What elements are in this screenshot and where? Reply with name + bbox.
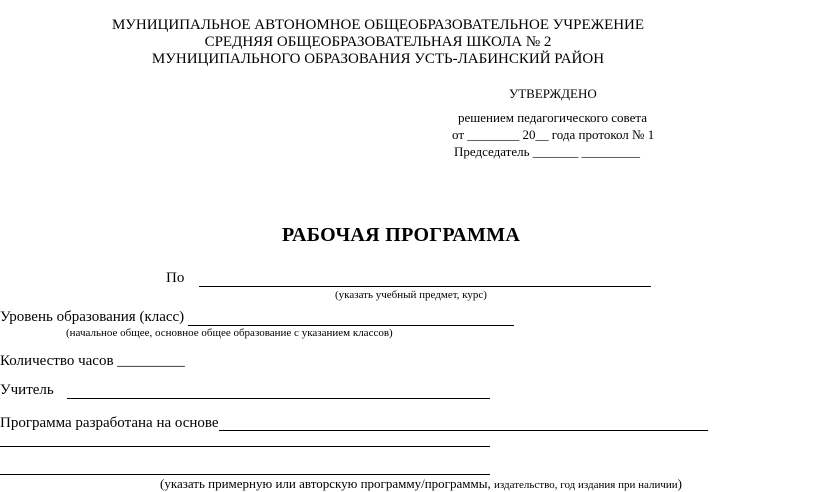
header-line-1: МУНИЦИПАЛЬНОЕ АВТОНОМНОЕ ОБЩЕОБРАЗОВАТЕЛЬНОЕ УЧРЕЖЕНИЕ [111, 17, 645, 33]
approval-chairman: Председатель _______ _________ [454, 144, 641, 159]
hours-field[interactable]: Количество часов _________ [0, 353, 185, 369]
level-hint: (начальное общее, основное общее образование с указанием классов) [66, 327, 393, 339]
basis-underline-3[interactable] [0, 474, 490, 475]
basis-underline-1[interactable] [219, 430, 708, 431]
subject-hint: (указать учебный предмет, курс) [335, 289, 487, 301]
subject-underline[interactable] [199, 286, 651, 287]
teacher-label: Учитель [0, 382, 54, 398]
basis-underline-2[interactable] [0, 446, 490, 447]
basis-hint [160, 476, 682, 492]
header-line-3: МУНИЦИПАЛЬНОГО ОБРАЗОВАНИЯ УСТЬ-ЛАБИНСКИЙ РАЙОН [151, 51, 605, 67]
subject-label: По [166, 270, 185, 286]
basis-label: Программа разработана на основе [0, 415, 219, 431]
basis-hint-close: ) [677, 476, 682, 491]
document-title: РАБОЧАЯ ПРОГРАММА [282, 224, 521, 246]
basis-hint-main: (указать примерную или авторскую программу/программы, [160, 476, 494, 491]
header-line-2: СРЕДНЯЯ ОБЩЕОБРАЗОВАТЕЛЬНАЯ ШКОЛА № 2 [204, 34, 552, 50]
approval-label: УТВЕРЖДЕНО [509, 86, 597, 101]
approval-council: решением педагогического совета [458, 110, 647, 125]
level-underline[interactable] [188, 325, 514, 326]
level-label: Уровень образования (класс) [0, 309, 185, 325]
teacher-underline[interactable] [67, 398, 490, 399]
basis-hint-small: издательство, год издания при наличии [493, 479, 678, 491]
approval-protocol: от ________ 20__ года протокол № 1 [452, 127, 655, 142]
